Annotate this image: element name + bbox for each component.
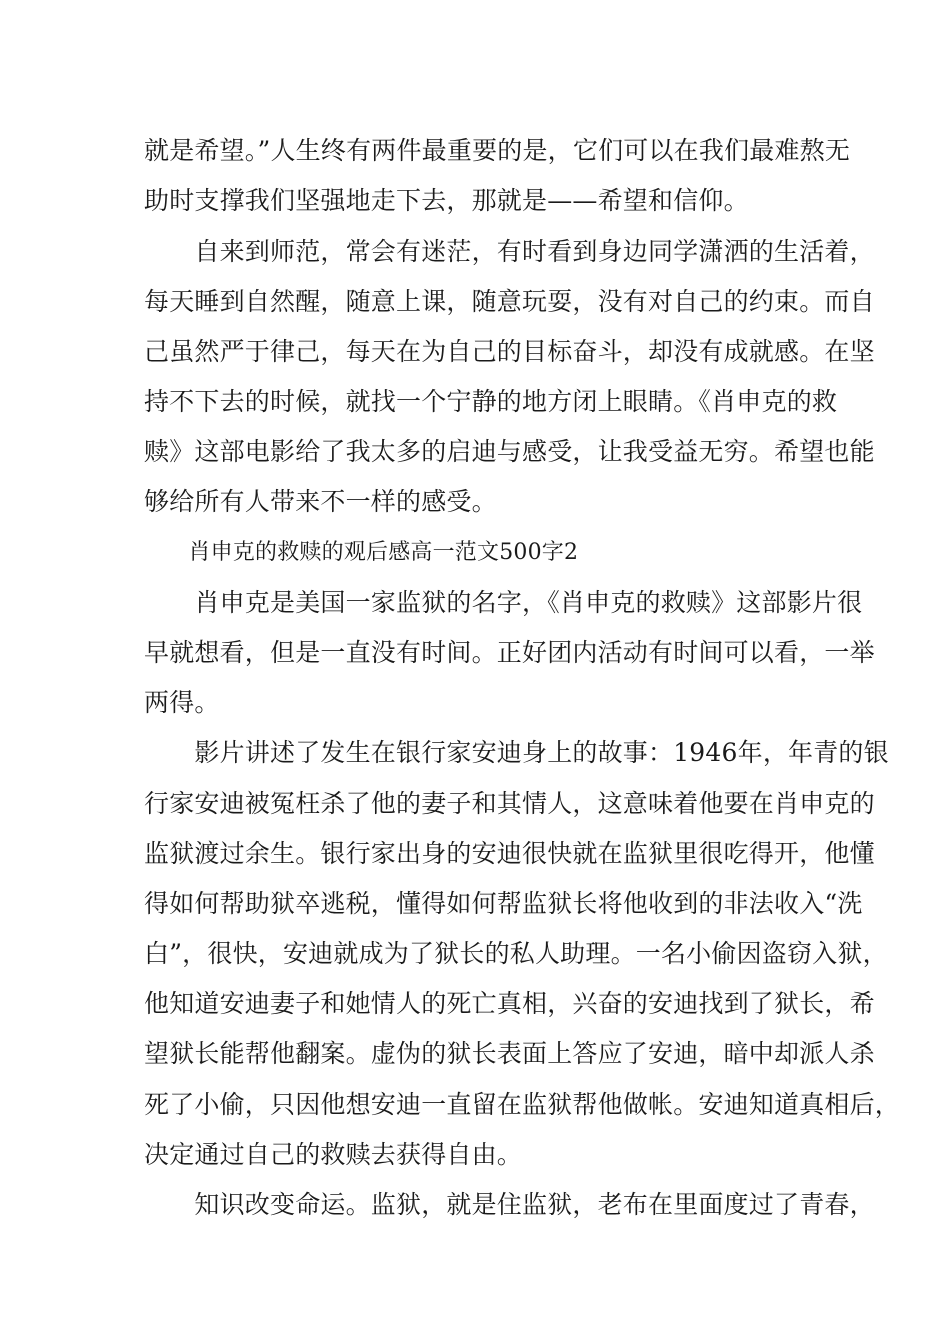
text-line: 每天睡到自然醒，随意上课，随意玩耍，没有对自己的约束。而自 bbox=[144, 287, 875, 316]
text-line: 两得。 bbox=[144, 688, 220, 717]
text-line: 监狱渡过余生。银行家出身的安迪很快就在监狱里很吃得开，他懂 bbox=[144, 839, 875, 868]
text-line: 行家安迪被冤枉杀了他的妻子和其情人，这意味着他要在肖申克的 bbox=[144, 789, 875, 818]
text-line: 望狱长能帮他翻案。虚伪的狱长表面上答应了安迪，暗中却派人杀 bbox=[144, 1039, 875, 1068]
text-line: 自来到师范，常会有迷茫，有时看到身边同学潇洒的生活着， bbox=[144, 237, 875, 266]
text-line: 肖申克是美国一家监狱的名字，《肖申克的救赎》这部影片很 bbox=[144, 588, 863, 617]
text-line: 赎》这部电影给了我太多的启迪与感受，让我受益无穷。希望也能 bbox=[144, 437, 875, 466]
text-line: 够给所有人带来不一样的感受。 bbox=[144, 487, 497, 516]
text-line: 持不下去的时候，就找一个宁静的地方闭上眼睛。《肖申克的救 bbox=[144, 387, 838, 416]
text-line: 得如何帮助狱卒逃税，懂得如何帮监狱长将他收到的非法收入“洗 bbox=[144, 889, 863, 918]
text-line: 决定通过自己的救赎去获得自由。 bbox=[144, 1140, 523, 1169]
text-line: 死了小偷，只因他想安迪一直留在监狱帮他做帐。安迪知道真相后， bbox=[144, 1090, 901, 1119]
text-line: 己虽然严于律己，每天在为自己的目标奋斗，却没有成就感。在坚 bbox=[144, 337, 875, 366]
text-line: 知识改变命运。监狱，就是住监狱，老布在里面度过了青春， bbox=[144, 1190, 875, 1219]
section-heading: 肖申克的救赎的观后感高一范文500字2 bbox=[144, 540, 579, 565]
text-line: 他知道安迪妻子和她情人的死亡真相，兴奋的安迪找到了狱长，希 bbox=[144, 989, 875, 1018]
text-line: 就是希望。”人生终有两件最重要的是，它们可以在我们最难熬无 bbox=[144, 136, 851, 165]
text-line: 助时支撑我们坚强地走下去，那就是——希望和信仰。 bbox=[144, 186, 749, 215]
text-line: 早就想看，但是一直没有时间。正好团内活动有时间可以看，一举 bbox=[144, 638, 875, 667]
text-line: 白”，很快，安迪就成为了狱长的私人助理。一名小偷因盗窃入狱， bbox=[144, 939, 888, 968]
text-line: 影片讲述了发生在银行家安迪身上的故事：1946年，年青的银 bbox=[144, 738, 889, 767]
